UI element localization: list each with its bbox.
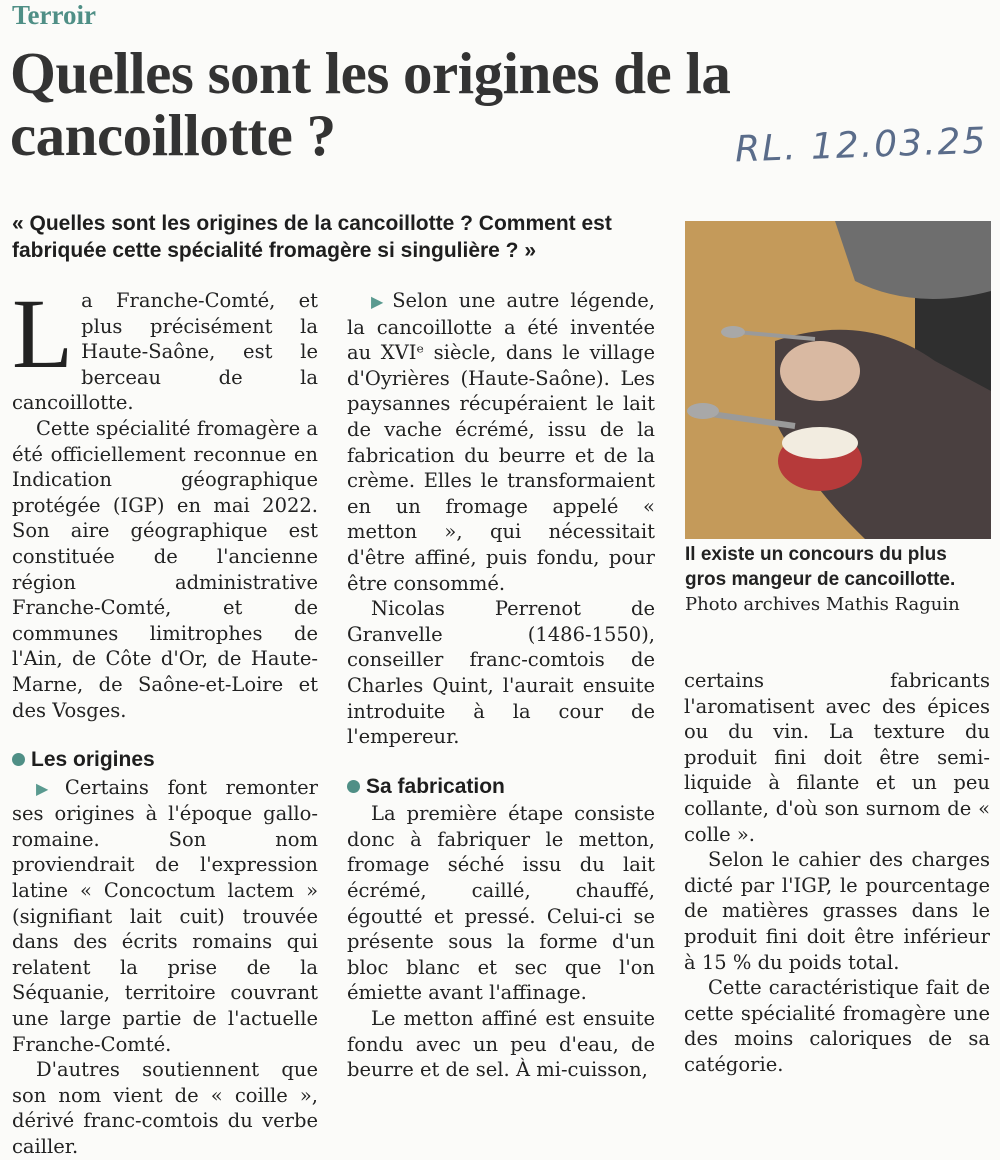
paragraph: Le metton affiné est ensuite fondu avec un peu d'eau, de beurre et de sel. À mi-cuisson, — [347, 1007, 655, 1082]
intro-paragraph — [12, 278, 318, 416]
paragraph — [12, 775, 318, 1058]
column-3 — [684, 668, 990, 1078]
drop-cap: L — [12, 278, 74, 389]
paragraph: Selon le cahier des charges dicté par l'IGP, le pourcentage de matières grasses dans le produit fini doit être inférieur à 15 % du poids total. — [684, 848, 990, 974]
column-1 — [12, 278, 318, 1160]
article-photo — [685, 221, 991, 539]
subhead-fabrication — [347, 774, 655, 800]
article-lead: « Quelles sont les origines de la cancoillotte ? Comment est fabriquée cette spécialité fromagère si singulière ? » — [12, 212, 612, 262]
paragraph: certains fabricants l'aromatisent avec des épices ou du vin. La texture du produit fini doit être semi-liquide à filante et un peu collante, d'où son surnom de « colle ». — [684, 669, 990, 846]
paragraph: Nicolas Perrenot de Granvelle (1486-1550), conseiller franc-comtois de Charles Quint, l'aurait ensuite introduite à la cour de l'empereur. — [347, 597, 655, 749]
arrow-icon: ▶ — [371, 292, 389, 311]
arrow-icon: ▶ — [36, 778, 61, 798]
subhead-label: Les origines — [31, 748, 155, 772]
paragraph — [347, 288, 655, 596]
photo-credit: Photo archives Mathis Raguin — [685, 594, 960, 615]
paragraph: Cette spécialité fromagère a été officiellement reconnue en Indication géographique protégée (IGP) en mai 2022. Son aire géographique est constituée de l'ancienne région administrative Franche-Comté, et de communes limitrophes de l'Ain, de Côte d'Or, de Haute-Marne, de Saône-et-Loire et des Vosges. — [12, 416, 318, 722]
bullet-icon — [12, 753, 25, 766]
section-rubric: Terroir — [12, 0, 96, 30]
bullet-icon — [347, 780, 360, 793]
subhead-label: Sa fabrication — [366, 774, 505, 798]
paragraph-text: Certains font remonter ses origines à l'époque gallo-romaine. Son nom proviendrait de l'expression latine « Concoctum lactem » (signifiant lait cuit) trouvée dans des écrits romains qui relatent la prise de la Séquanie, territoire couvrant une large partie de l'actuelle Franche-Comté. — [12, 775, 318, 1056]
paragraph: D'autres soutiennent que son nom vient de « coille », dérivé franc-comtois du verbe cailler. — [12, 1058, 318, 1158]
paragraph-text: Selon une autre légende, la cancoillotte a été inventée au XVIᵉ siècle, dans le village d'Oyrières (Haute-Saône). Les paysannes récupéraient le lait de vache écrémé, issu de la fabrication du beurre et de la crème. Elles le transformaient en un fromage appelé « metton », qui nécessitait d'être affiné, puis fondu, pour être consommé. — [347, 289, 655, 595]
subhead-origines — [12, 747, 318, 773]
paragraph: Cette caractéristique fait de cette spécialité fromagère une des moins caloriques de sa catégorie. — [684, 976, 990, 1076]
article-title: Quelles sont les origines de la cancoillotte ? — [10, 40, 731, 168]
paragraph: La première étape consiste donc à fabriquer le metton, fromage séché issu du lait écrémé, caillé, chauffé, égoutté et pressé. Celui-ci se présente sous la forme d'un bloc blanc et sec que l'on émiette avant l'affinage. — [347, 802, 655, 1005]
intro-text: a Franche-Comté, et plus précisément la Haute-Saône, est le berceau de la cancoillotte. — [12, 289, 318, 415]
caption-text: Il existe un concours du plus gros mangeur de cancoillotte. — [685, 544, 956, 590]
handwritten-date-note: RL. 12.03.25 — [734, 120, 988, 171]
column-2 — [347, 288, 655, 1083]
photo-illustration — [685, 221, 991, 539]
photo-caption — [685, 542, 991, 617]
